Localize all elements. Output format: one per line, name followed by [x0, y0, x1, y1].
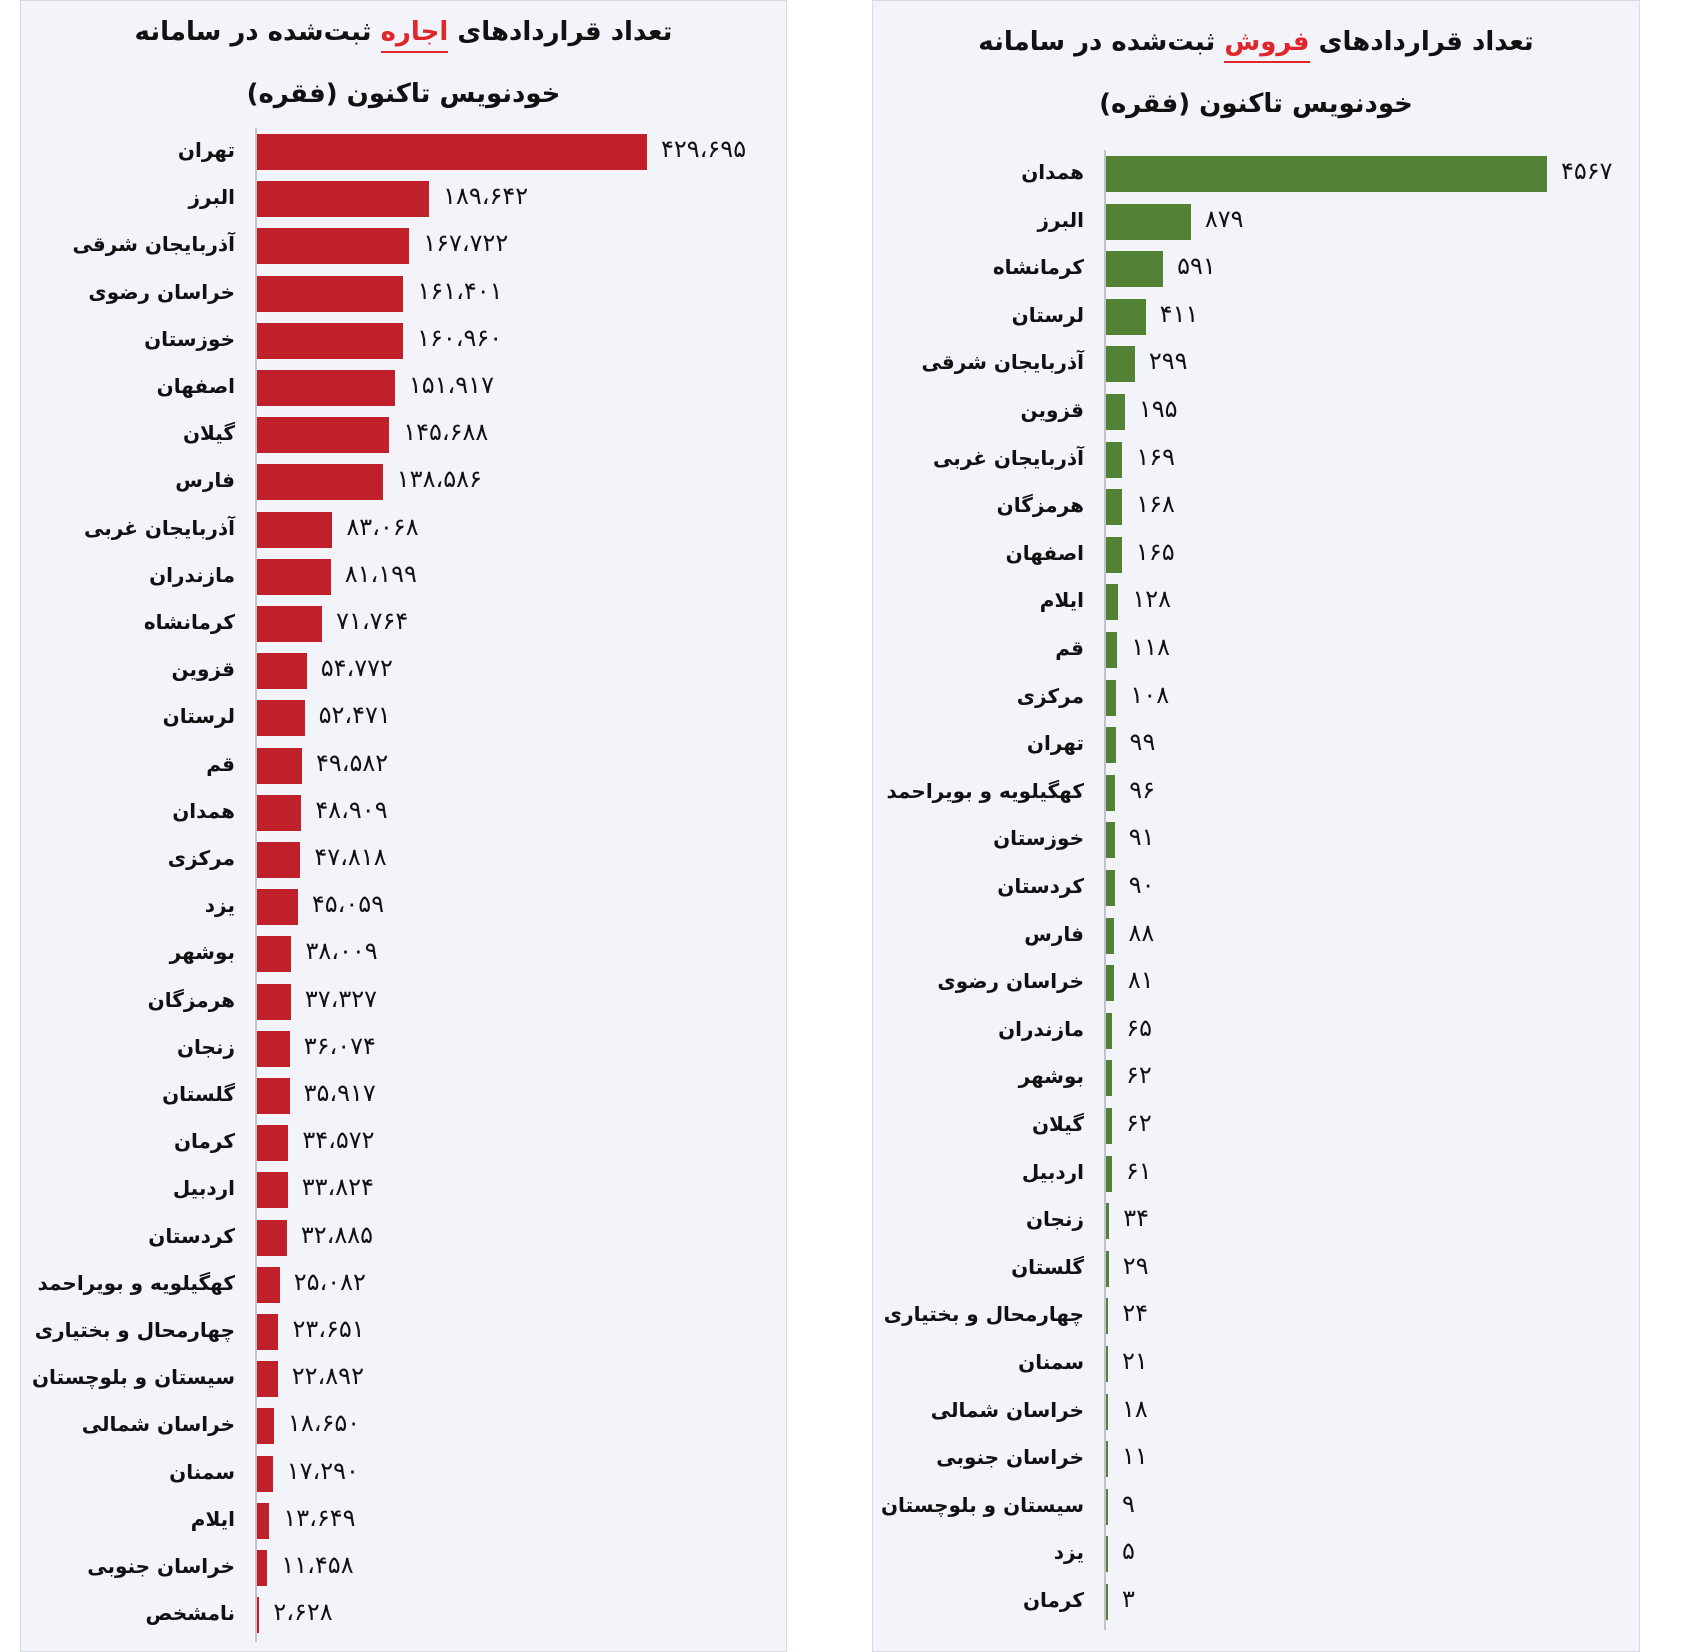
rent-category-label: آذربایجان غربی [84, 515, 235, 540]
sale-value-label: ۶۲ [1125, 1061, 1152, 1090]
sale-value-label: ۶۲ [1125, 1109, 1152, 1137]
rent-value-label: ۴۹،۵۸۲ [316, 748, 389, 777]
rent-value-label: ۳۶،۰۷۴ [303, 1031, 376, 1060]
sale-value-label: ۱۹۵ [1138, 395, 1178, 423]
sale-category-label: سمنان [1018, 1350, 1084, 1374]
sale-bar [1106, 1013, 1112, 1049]
rent-category-label: کرمان [173, 1129, 235, 1154]
sale-value-label: ۹۶ [1129, 775, 1156, 804]
rent-bar [257, 1597, 259, 1633]
rent-value-label: ۳۷،۳۲۷ [304, 984, 378, 1013]
rent-bar [257, 748, 302, 784]
rent-value-label: ۲۵،۰۸۲ [293, 1267, 366, 1296]
sale-category-label: لرستان [1011, 302, 1084, 327]
sale-category-label: مرکزی [1016, 683, 1084, 708]
sale-value-label: ۲۴ [1122, 1299, 1149, 1328]
rent-bar [257, 1550, 267, 1586]
rent-value-label: ۴۵،۰۵۹ [311, 890, 385, 919]
sale-bar [1106, 489, 1122, 525]
sale-category-label: کرمان [1022, 1588, 1084, 1612]
title-highlight: اجاره [381, 17, 449, 53]
rent-value-label: ۱۱،۴۵۸ [281, 1551, 354, 1579]
sale-category-label: گلستان [1011, 1254, 1084, 1279]
rent-value-label: ۳۵،۹۱۷ [303, 1079, 376, 1107]
rent-category-label: سیستان و بلوچستان [31, 1365, 235, 1390]
rent-category-label: خراسان رضوی [88, 279, 235, 304]
sale-value-label: ۵۹۱ [1177, 252, 1216, 281]
rent-bar [257, 1267, 280, 1303]
sale-value-label: ۱۶۸ [1136, 490, 1175, 519]
sale-bar [1106, 727, 1116, 763]
title-text: ثبت‌شده در سامانه [134, 17, 381, 47]
sale-bar [1106, 537, 1122, 573]
sale-value-label: ۲۱ [1122, 1347, 1148, 1375]
sale-value-label: ۲۹ [1122, 1251, 1149, 1280]
sale-bar [1106, 1346, 1108, 1382]
rent-value-label: ۴۸،۹۰۹ [315, 795, 388, 824]
rent-category-label: نامشخص [145, 1601, 235, 1626]
sale-category-label: بوشهر [1018, 1064, 1084, 1089]
sale-category-label: کهگیلویه و بویراحمد [886, 778, 1084, 803]
sale-category-label: گیلان [1031, 1112, 1084, 1136]
sale-category-label: فارس [1024, 921, 1084, 946]
sale-bar [1106, 1584, 1108, 1620]
sale-bar [1106, 870, 1115, 906]
rent-bar [257, 323, 403, 359]
rent-value-label: ۲،۶۲۸ [273, 1598, 333, 1627]
rent-category-label: تهران [177, 138, 235, 162]
sale-bar [1106, 299, 1146, 335]
sale-bar [1106, 918, 1114, 954]
rent-value-label: ۸۳،۰۶۸ [346, 512, 419, 541]
rent-value-label: ۱۸۹،۶۴۲ [443, 182, 529, 211]
rent-value-label: ۲۳،۶۵۱ [292, 1315, 365, 1343]
rent-value-label: ۷۱،۷۶۴ [336, 607, 409, 635]
sale-category-label: خراسان شمالی [930, 1397, 1084, 1422]
rent-bar [257, 181, 429, 217]
rent-value-label: ۱۳،۶۴۹ [283, 1503, 356, 1532]
sale-category-label: کرمانشاه [992, 255, 1084, 280]
sale-value-label: ۹۰ [1128, 871, 1155, 899]
sale-category-label: اصفهان [1005, 540, 1084, 565]
sale-category-label: اردبیل [1021, 1159, 1084, 1184]
rent-bar [257, 1503, 269, 1539]
rent-category-label: چهارمحال و بختیاری [34, 1318, 235, 1342]
rent-bar [257, 464, 383, 500]
sale-value-label: ۹۹ [1129, 728, 1156, 757]
sale-value-label: ۸۱ [1127, 966, 1154, 995]
rent-value-label: ۱۴۵،۶۸۸ [403, 418, 489, 447]
rent-category-label: خوزستان [144, 326, 235, 351]
sale-category-label: سیستان و بلوچستان [880, 1492, 1084, 1517]
rent-bar [257, 1078, 290, 1114]
rent-category-label: ایلام [190, 1506, 235, 1531]
rent-bar [257, 1172, 288, 1208]
sale-category-label: هرمزگان [996, 493, 1084, 518]
rent-bar [257, 795, 301, 831]
rent-value-label: ۴۲۹،۶۹۵ [661, 135, 747, 163]
sale-bar [1106, 251, 1163, 287]
title-text: تعداد قراردادهای [1309, 27, 1534, 57]
rent-value-label: ۱۵۱،۹۱۷ [408, 371, 494, 399]
title-highlight: فروش [1224, 27, 1309, 63]
rent-bar [257, 606, 322, 642]
sale-bar [1106, 442, 1122, 478]
sale-value-label: ۹ [1122, 1489, 1135, 1518]
sale-value-label: ۹۱ [1128, 823, 1155, 852]
rent-bar [257, 700, 305, 736]
sale-value-label: ۱۲۸ [1132, 585, 1172, 614]
rent-value-label: ۲۲،۸۹۲ [291, 1362, 364, 1391]
sale-value-label: ۲۹۹ [1148, 347, 1188, 376]
sale-bar [1106, 394, 1125, 430]
sale-category-label: خراسان رضوی [937, 969, 1084, 994]
rent-value-label: ۱۷،۲۹۰ [286, 1456, 359, 1485]
sale-value-label: ۱۱ [1122, 1442, 1148, 1471]
sale-bar [1106, 1394, 1108, 1430]
rent-bar [257, 1125, 288, 1161]
rent-category-label: گیلان [182, 421, 235, 446]
sale-bar [1106, 1203, 1109, 1239]
rent-value-label: ۳۲،۸۸۵ [300, 1220, 374, 1249]
rent-category-label: اصفهان [156, 374, 235, 398]
rent-value-label: ۳۴،۵۷۲ [302, 1126, 375, 1155]
rent-category-label: کهگیلویه و بویراحمد [37, 1270, 235, 1295]
rent-category-label: کرمانشاه [143, 610, 235, 634]
rent-value-label: ۱۳۸،۵۸۶ [396, 465, 482, 494]
rent-bar [257, 370, 395, 406]
rent-value-label: ۸۱،۱۹۹ [344, 559, 417, 588]
rent-bar [257, 1456, 273, 1492]
rent-category-label: گلستان [162, 1082, 235, 1106]
rent-value-label: ۵۴،۷۷۲ [320, 654, 393, 683]
sale-category-label: قزوین [1020, 398, 1084, 422]
sale-value-label: ۴۱۱ [1159, 299, 1199, 328]
rent-category-label: بوشهر [169, 940, 235, 965]
sale-category-label: خراسان جنوبی [936, 1445, 1084, 1470]
sale-bar [1106, 1251, 1109, 1287]
sale-bar [1106, 204, 1191, 240]
rent-category-label: مرکزی [167, 846, 235, 870]
title-text: ثبت‌شده در سامانه [978, 27, 1225, 57]
rent-category-label: یزد [204, 893, 235, 918]
rent-bar [257, 653, 307, 689]
rent-bar [257, 1361, 278, 1397]
sale-value-label: ۳ [1122, 1585, 1135, 1613]
rent-category-label: اردبیل [172, 1176, 235, 1201]
sale-bar [1106, 584, 1118, 620]
rent-value-label: ۵۲،۴۷۱ [318, 701, 391, 730]
rent-category-label: آذربایجان شرقی [72, 232, 235, 257]
rent-value-label: ۱۶۱،۴۰۱ [417, 276, 503, 305]
rent-category-label: البرز [188, 185, 235, 210]
sale-category-label: قم [1055, 636, 1084, 660]
sale-chart-panel [872, 0, 1640, 1652]
rent-bar [257, 889, 298, 925]
sale-category-label: یزد [1053, 1540, 1084, 1565]
rent-bar [257, 1408, 274, 1444]
sale-value-label: ۳۴ [1123, 1204, 1150, 1233]
rent-category-label: همدان [172, 798, 235, 823]
sale-bar [1106, 822, 1115, 858]
rent-category-label: فارس [175, 468, 235, 493]
rent-bar [257, 1031, 290, 1067]
rent-value-label: ۱۶۰،۹۶۰ [417, 323, 503, 352]
rent-bar [257, 559, 331, 595]
sale-bar [1106, 632, 1117, 668]
rent-category-label: کردستان [148, 1223, 235, 1248]
sale-category-label: مازندران [998, 1016, 1084, 1041]
sale-value-label: ۴۵۶۷ [1561, 157, 1613, 185]
sale-value-label: ۸۸ [1128, 918, 1155, 947]
sale-bar [1106, 1298, 1108, 1334]
sale-bar [1106, 156, 1547, 192]
sale-category-label: آذربایجان شرقی [921, 350, 1084, 375]
rent-value-label: ۴۷،۸۱۸ [314, 843, 387, 871]
sale-bar [1106, 775, 1115, 811]
sale-value-label: ۸۷۹ [1204, 204, 1244, 233]
rent-value-label: ۱۸،۶۵۰ [287, 1409, 361, 1438]
sale-bar [1106, 965, 1114, 1001]
sale-category-label: البرز [1037, 207, 1084, 232]
rent-chart-panel [20, 0, 787, 1652]
rent-bar [257, 417, 389, 453]
rent-bar [257, 134, 647, 170]
sale-category-label: ایلام [1039, 588, 1084, 613]
rent-category-label: خراسان شمالی [81, 1412, 235, 1437]
rent-category-label: هرمزگان [147, 987, 235, 1012]
sale-chart-subtitle: خودنویس تاکنون (فقره) [1099, 89, 1413, 119]
rent-bar [257, 512, 332, 548]
rent-bar [257, 984, 291, 1020]
rent-bar [257, 842, 300, 878]
sale-category-label: آذربایجان غربی [933, 445, 1084, 470]
sale-bar [1106, 680, 1116, 716]
sale-category-label: خوزستان [993, 826, 1084, 851]
sale-category-label: زنجان [1025, 1207, 1084, 1232]
sale-bar [1106, 1060, 1112, 1096]
sale-chart-title [873, 27, 1639, 57]
sale-category-label: همدان [1021, 160, 1084, 184]
sale-bar [1106, 1489, 1108, 1525]
sale-category-label: چهارمحال و بختیاری [883, 1302, 1084, 1327]
rent-bar [257, 936, 291, 972]
sale-category-label: کردستان [997, 874, 1084, 898]
sale-bar [1106, 346, 1135, 382]
sale-bar [1106, 1536, 1108, 1572]
rent-category-label: زنجان [176, 1034, 235, 1059]
rent-chart-title [21, 17, 786, 47]
sale-value-label: ۶۱ [1125, 1156, 1152, 1185]
sale-value-label: ۶۵ [1126, 1013, 1153, 1042]
rent-bar [257, 228, 409, 264]
sale-category-label: تهران [1026, 731, 1084, 756]
sale-bar [1106, 1108, 1112, 1144]
rent-category-label: لرستان [162, 704, 235, 729]
sale-bar [1106, 1441, 1108, 1477]
sale-value-label: ۱۱۸ [1131, 633, 1171, 661]
rent-category-label: سمنان [169, 1459, 235, 1484]
title-text: تعداد قراردادهای [448, 17, 673, 47]
rent-category-label: قم [206, 751, 235, 776]
rent-category-label: مازندران [149, 562, 235, 587]
sale-value-label: ۱۸ [1122, 1394, 1148, 1423]
rent-value-label: ۳۸،۰۰۹ [305, 937, 378, 966]
rent-category-label: قزوین [171, 657, 235, 682]
rent-value-label: ۳۳،۸۲۴ [301, 1173, 374, 1202]
sale-value-label: ۱۶۹ [1136, 442, 1175, 471]
rent-chart-subtitle: خودنویس تاکنون (فقره) [246, 79, 561, 109]
sale-value-label: ۱۶۵ [1135, 537, 1175, 566]
rent-category-label: خراسان جنوبی [87, 1554, 235, 1578]
rent-value-label: ۱۶۷،۷۲۲ [423, 229, 509, 258]
rent-bar [257, 1220, 287, 1256]
rent-bar [257, 276, 403, 312]
sale-value-label: ۱۰۸ [1130, 680, 1170, 709]
rent-bar [257, 1314, 278, 1350]
sale-value-label: ۵ [1122, 1537, 1135, 1566]
sale-bar [1106, 1156, 1112, 1192]
